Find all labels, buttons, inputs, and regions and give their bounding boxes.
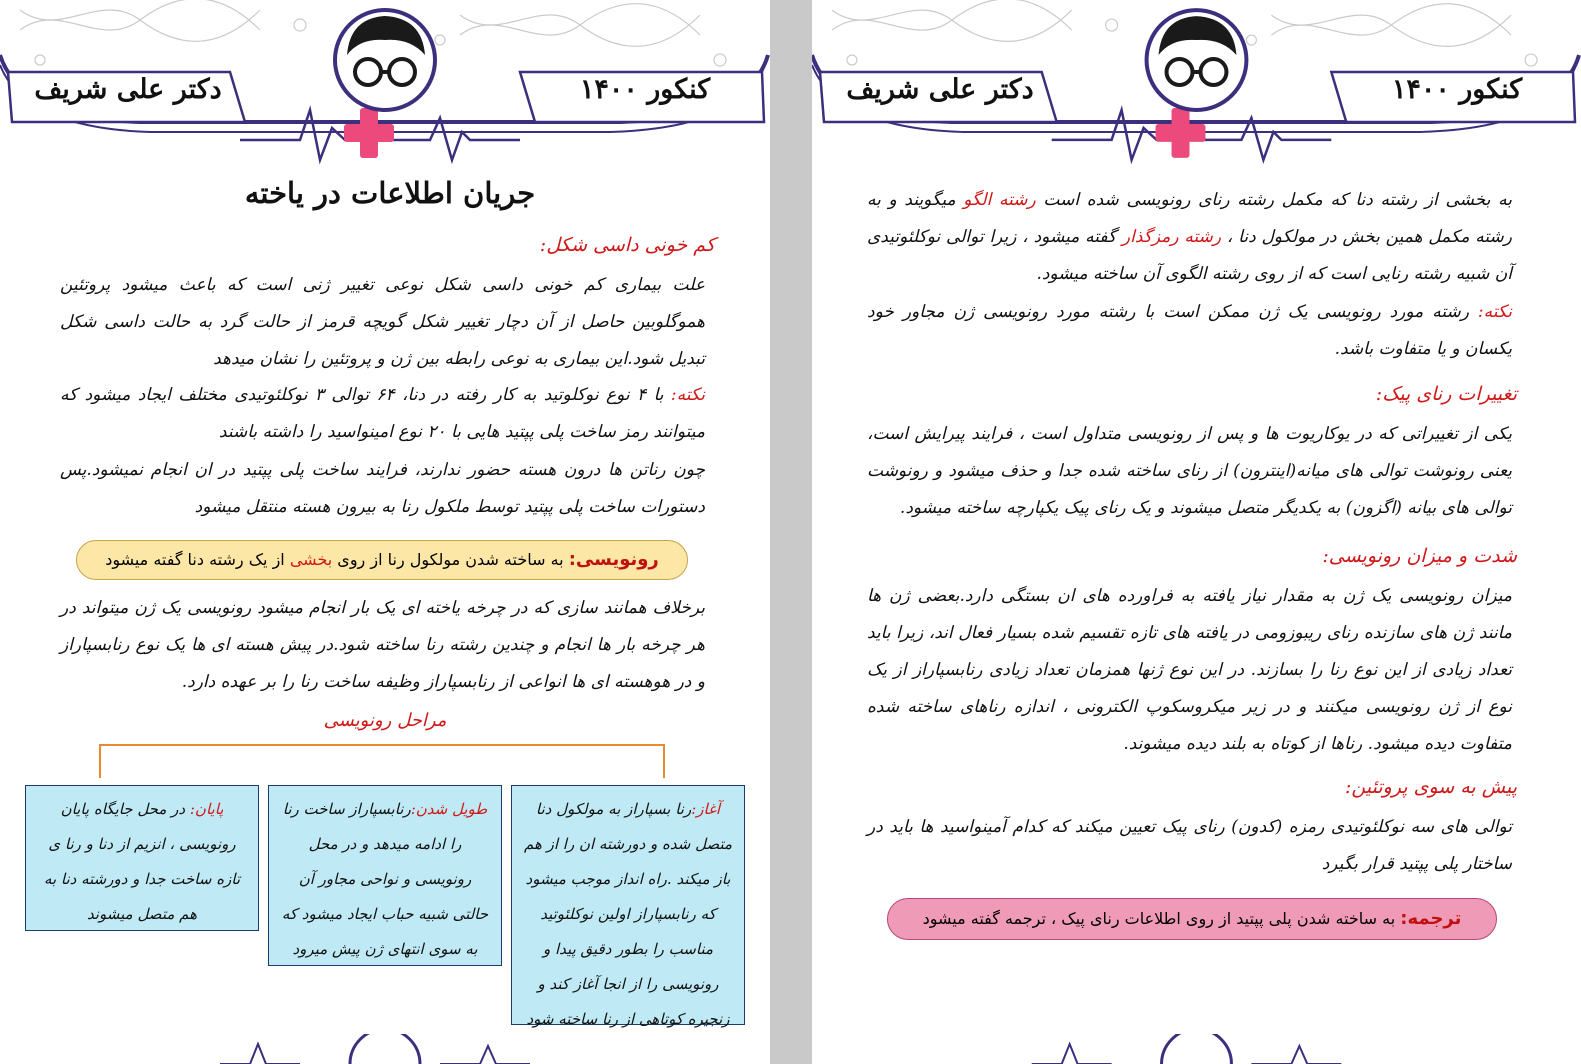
note-label: نکته: [1477, 302, 1512, 322]
doctor-avatar [335, 10, 435, 110]
paragraph-replication-compare: برخلاف همانند سازی که در چرخه یاخته ای یک بار انجام میشود رونویسی یک ژن میتواند در هر چرخه بار ها انجام و چندین رشته رنا ساخته شود.در پیش هسته ای ها یک نوع رنابسپاراز و در هوهسته ای ها انواعی از رنابسپاراز وظیفه ساخت رنا را بر عهده دارد. [60, 598, 705, 692]
left-page [0, 0, 770, 1064]
definition-text-end: از یک رشته دنا گفته میشود [105, 550, 290, 569]
text-segment: میگویند و به رشته مکمل همین بخش در مولکول دنا ، [867, 190, 1513, 247]
paragraph-sickle: علت بیماری کم خونی داسی شکل نوعی تغییر ژنی است که باعث میشود پروتئین هموگلوبین حاصل از آن دچار تغییر شکل گویچه قرمز از حالت گرد به حالت داسی شکل تبدیل شود.این بیماری به نوعی رابطه بین ژن و پروتئین را نشان میدهد [60, 275, 705, 369]
definition-box-translation [887, 898, 1497, 940]
definition-term: ترجمه: [1400, 908, 1462, 929]
paragraph-template-strand [867, 182, 1512, 293]
stage-label: طویل شدن: [410, 800, 488, 818]
exam-label: کنکور ۱۴۰۰ [1391, 74, 1523, 105]
footer-decoration [812, 1034, 1581, 1064]
page-header [812, 0, 1581, 170]
paragraph-rate: میزان رونویسی یک ژن به مقدار نیاز یافته به فراورده های ان بستگی دارد.بعضی ژن ها مانند ژن های سازنده رنای ریبوزومی در یافته های تازه تقسیم شده بسیار فعال اند، زیرا باید تعداد زیادی از این نوع رنا را بسازند. در این نوع ژنها همزمان تعداد زیادی رنابسپاراز از یک نوع از ژن رونویسی میکنند و در زیر میکروسکوپ الکترونی ، اندازه رناهای ساخته شده متفاوت دیده میشود. رناها از کوتاه به بلند دیده میشوند. [867, 586, 1512, 754]
paragraph-note [867, 294, 1512, 368]
stage-text: رنا بسپاراز به مولکول دنا متصل شده و دورشته ان را از هم باز میکند .راه انداز موجب میشود که رنابسپاراز اولین نوکلئوتید مناسب را بطور دقیق پیدا و رونویسی را از انجا آغاز کند و زنجیره کوتاهی از رنا ساخته شود [523, 800, 733, 1028]
paragraph-ribosome: چون رناتن ها درون هسته حضور ندارند، فرایند ساخت پلی پپتید در ان انجام نمیشود.پس دستورات ساخت پلی پپتید توسط ملکول رنا به بیرون هسته منتقل میشود [60, 460, 705, 517]
exam-label: کنکور ۱۴۰۰ [579, 74, 711, 105]
text-segment: به بخشی از رشته دنا که مکمل رشته رنای رونویسی شده است [1035, 190, 1512, 210]
section-heading-sickle: کم خونی داسی شکل: [539, 234, 715, 256]
definition-text: به ساخته شدن مولکول رنا از روی [332, 550, 569, 569]
definition-term: رونویسی: [568, 549, 659, 570]
stages-connector [0, 740, 770, 780]
stage-box-elongation [268, 785, 502, 966]
author-name: دکتر علی شریف [846, 74, 1034, 105]
definition-box-transcription [76, 540, 688, 580]
stages-heading: مراحل رونویسی [323, 710, 447, 731]
stage-text: رنابسپاراز ساخت رنا را ادامه میدهد و در محل رونویسی و نواحی مجاور آن حالتی شبیه حباب ایجاد میشود که به سوی انتهای ژن پیش میرود [281, 800, 489, 958]
term-coding-strand: رشته رمزگذار [1121, 227, 1222, 247]
stage-box-termination [25, 785, 259, 931]
section-heading-rate: شدت و میزان رونویسی: [1322, 545, 1517, 567]
doctor-avatar [1147, 10, 1247, 110]
note-text: رشته مورد رونویسی یک ژن ممکن است با رشته مورد رونویسی ژن مجاور خود یکسان و یا متفاوت باشد. [867, 302, 1512, 359]
note-label: نکته: [670, 385, 705, 405]
definition-highlight: بخشی [289, 550, 333, 569]
paragraph-protein: توالی های سه نوکلئوتیدی رمزه (کدون) رنای پیک تعیین میکند که کدام آمینواسید ها باید در ساختار پلی پپتید قرار بگیرد [867, 817, 1512, 874]
definition-text: به ساخته شدن پلی پپتید از روی اطلاعات رنای پیک ، ترجمه گفته میشود [922, 909, 1401, 928]
right-page [812, 0, 1581, 1064]
page-header [0, 0, 770, 170]
stage-text: در محل جایگاه پایان رونویسی ، انزیم از دنا و رنا ی تازه ساخت جدا و دورشته دنا به هم متصل میشوند [43, 800, 241, 923]
section-heading-mrna: تغییرات رنای پیک: [1375, 383, 1517, 405]
footer-decoration [0, 1034, 770, 1064]
paragraph-note [60, 377, 705, 451]
stage-label: پایان: [189, 800, 224, 818]
term-template-strand: رشته الگو [963, 190, 1036, 210]
author-name: دکتر علی شریف [34, 74, 222, 105]
medical-cross-icon [344, 108, 394, 158]
medical-cross-icon [1156, 108, 1206, 158]
text-segment: گفته میشود ، زیرا توالی نوکلئوتیدی آن شبیه رشته رنایی است که از روی رشته الگوی آن ساخته میشود. [867, 227, 1512, 284]
stage-box-initiation [511, 785, 745, 1028]
section-heading-protein: پیش به سوی پروتئین: [1344, 776, 1517, 798]
page-title: جریان اطلاعات در یاخته [244, 176, 536, 210]
stage-label: آغاز: [691, 800, 721, 818]
note-text: با ۴ نوع نوکلوتید به کار رفته در دنا، ۶۴ توالی ۳ نوکلئوتیدی مختلف ایجاد میشود که میتوانند رمز ساخت پلی پپتید هایی با ۲۰ نوع امینواسید را داشته باشند [60, 385, 705, 442]
paragraph-mrna-changes: یکی از تغییراتی که در یوکاریوت ها و پس از رونویسی متداول است ، فرایند پیرایش است، یعنی رونوشت توالی های میانه(اینترون) از رنای ساخته شده جدا و حذف میشود و رونوشت توالی های بیانه (اگزون) به یکدیگر متصل میشوند و یک رنای پیک یکپارچه ساخته میشود. [867, 424, 1512, 518]
